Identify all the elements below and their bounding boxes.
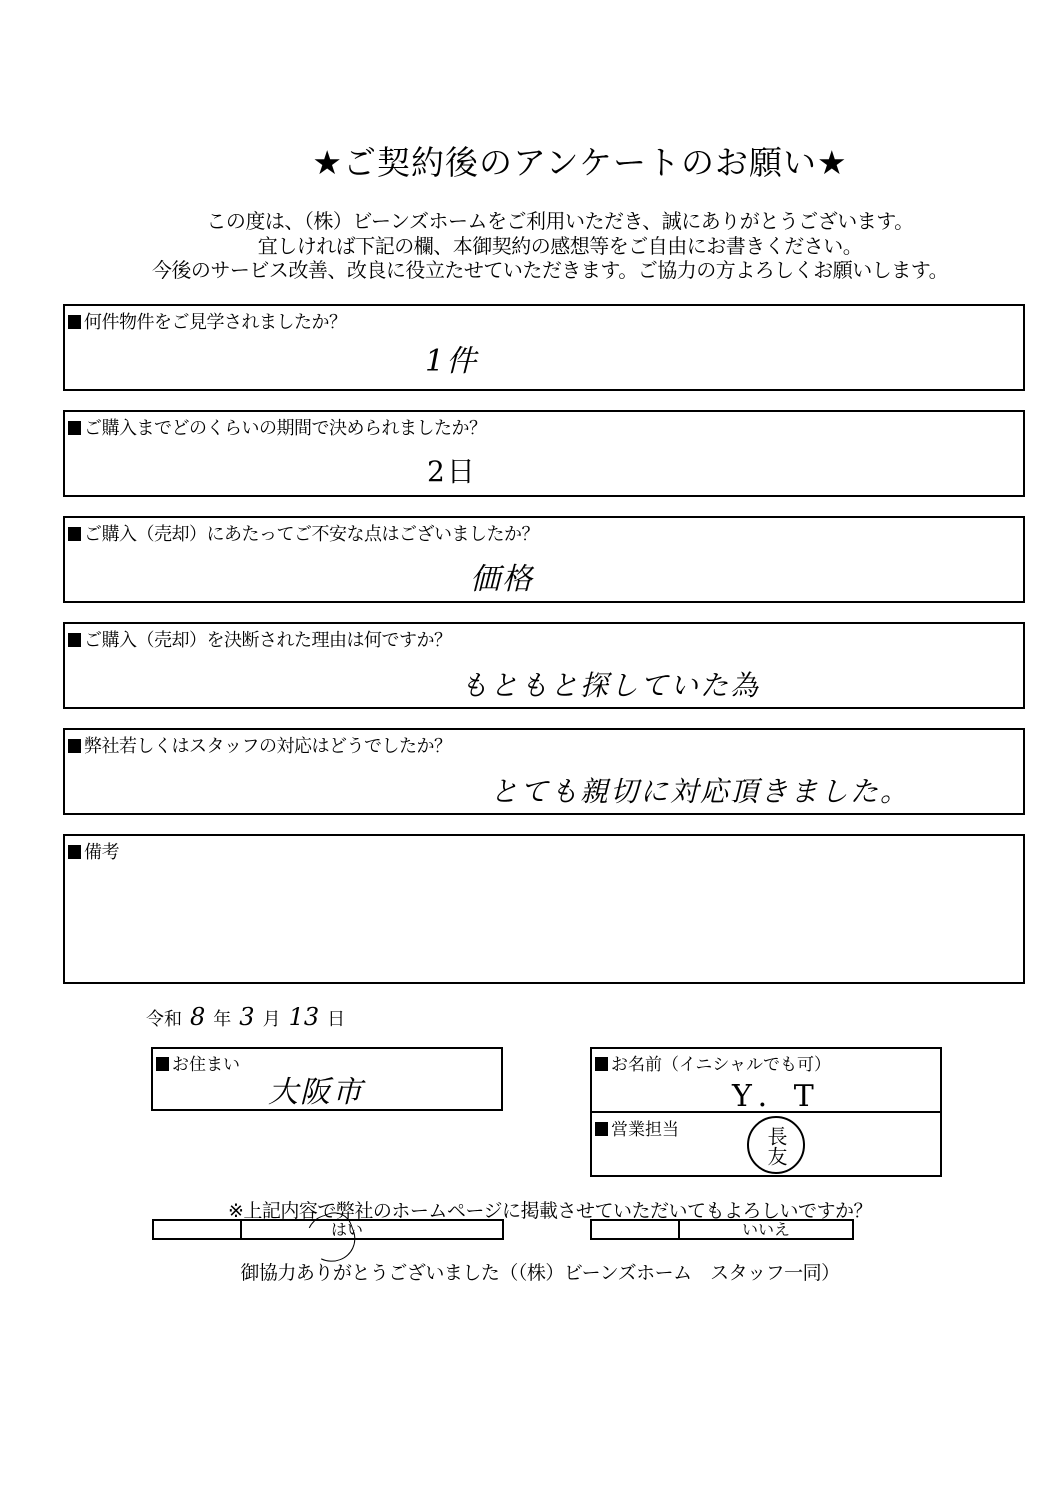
- question-box-viewings: [63, 304, 1025, 391]
- question-label: [68, 520, 539, 546]
- question-box-concerns: [63, 516, 1025, 603]
- name-label-text: お名前（イニシャルでも可）: [611, 1055, 831, 1075]
- sales-rep-stamp: 長友: [747, 1116, 805, 1174]
- date-line: [146, 1003, 345, 1031]
- consent-yes-checkbox[interactable]: [154, 1221, 242, 1238]
- divider: [592, 1111, 940, 1113]
- date-day-unit: 日: [327, 1009, 346, 1030]
- remarks-box: [63, 834, 1025, 984]
- answer-text[interactable]: 2日: [427, 455, 477, 488]
- answer-text[interactable]: 1件: [425, 344, 479, 379]
- intro-line-2: 宜しければ下記の欄、本御契約の感想等をご自由にお書きください。: [257, 234, 863, 258]
- consent-no-row: [590, 1219, 854, 1240]
- question-box-reason: [63, 622, 1025, 709]
- thanks-message: 御協力ありがとうございました（（株）ビーンズホーム スタッフ一同）: [240, 1262, 840, 1284]
- residence-label: [156, 1050, 240, 1075]
- square-bullet-icon: [68, 527, 81, 541]
- square-bullet-icon: [68, 633, 81, 647]
- intro-line-3: 今後のサービス改善、改良に役立たせていただきます。ご協力の方よろしくお願いします。: [151, 258, 949, 282]
- square-bullet-icon: [595, 1122, 608, 1136]
- question-text: ご購入までどのくらいの期間で決められましたか？: [84, 418, 487, 439]
- question-text: 何件物件をご見学されましたか？: [84, 312, 347, 333]
- question-box-staff-response: [63, 728, 1025, 815]
- residence-value[interactable]: 大阪市: [268, 1075, 364, 1110]
- square-bullet-icon: [595, 1057, 608, 1071]
- sales-rep-label-text: 営業担当: [611, 1120, 679, 1140]
- square-bullet-icon: [68, 739, 81, 753]
- question-text: 弊社若しくはスタッフの対応はどうでしたか？: [84, 736, 452, 757]
- square-bullet-icon: [68, 315, 81, 329]
- residence-label-text: お住まい: [172, 1055, 240, 1075]
- question-text: ご購入（売却）にあたってご不安な点はございましたか？: [84, 524, 539, 545]
- date-year-unit: 年: [213, 1009, 232, 1030]
- page-title: ★ご契約後のアンケートのお願い★: [312, 143, 848, 182]
- consent-question: ※上記内容で弊社のホームページに掲載させていただいてもよろしいですか？: [227, 1200, 873, 1222]
- residence-box: [151, 1047, 503, 1111]
- square-bullet-icon: [156, 1057, 169, 1071]
- question-label: [68, 308, 347, 334]
- date-day[interactable]: 13: [288, 1003, 320, 1031]
- question-label: [68, 732, 452, 758]
- intro-line-1: この度は、（株）ビーンズホームをご利用いただき、誠にありがとうございます。: [206, 209, 914, 233]
- name-rep-box: [590, 1047, 942, 1177]
- date-era: 令和: [146, 1009, 182, 1030]
- remarks-label: [68, 838, 119, 864]
- remarks-text: 備考: [84, 842, 119, 863]
- question-text: ご購入（売却）を決断された理由は何ですか？: [84, 630, 452, 651]
- square-bullet-icon: [68, 421, 81, 435]
- square-bullet-icon: [68, 845, 81, 859]
- sales-rep-label: [595, 1115, 679, 1140]
- consent-no-checkbox[interactable]: [592, 1221, 680, 1238]
- question-label: [68, 626, 452, 652]
- answer-text[interactable]: もともと探していた為: [460, 669, 761, 702]
- question-box-decision-period: [63, 410, 1025, 497]
- date-year[interactable]: 8: [190, 1003, 206, 1031]
- consent-no-label[interactable]: いいえ: [741, 1220, 790, 1239]
- answer-text[interactable]: 価格: [470, 562, 534, 597]
- question-label: [68, 414, 487, 440]
- answer-text[interactable]: とても親切に対応頂きました。: [490, 775, 911, 808]
- consent-yes-label[interactable]: はい: [330, 1220, 363, 1239]
- date-month-unit: 月: [262, 1009, 281, 1030]
- date-month[interactable]: 3: [239, 1003, 255, 1031]
- name-value[interactable]: Y．T: [732, 1079, 820, 1114]
